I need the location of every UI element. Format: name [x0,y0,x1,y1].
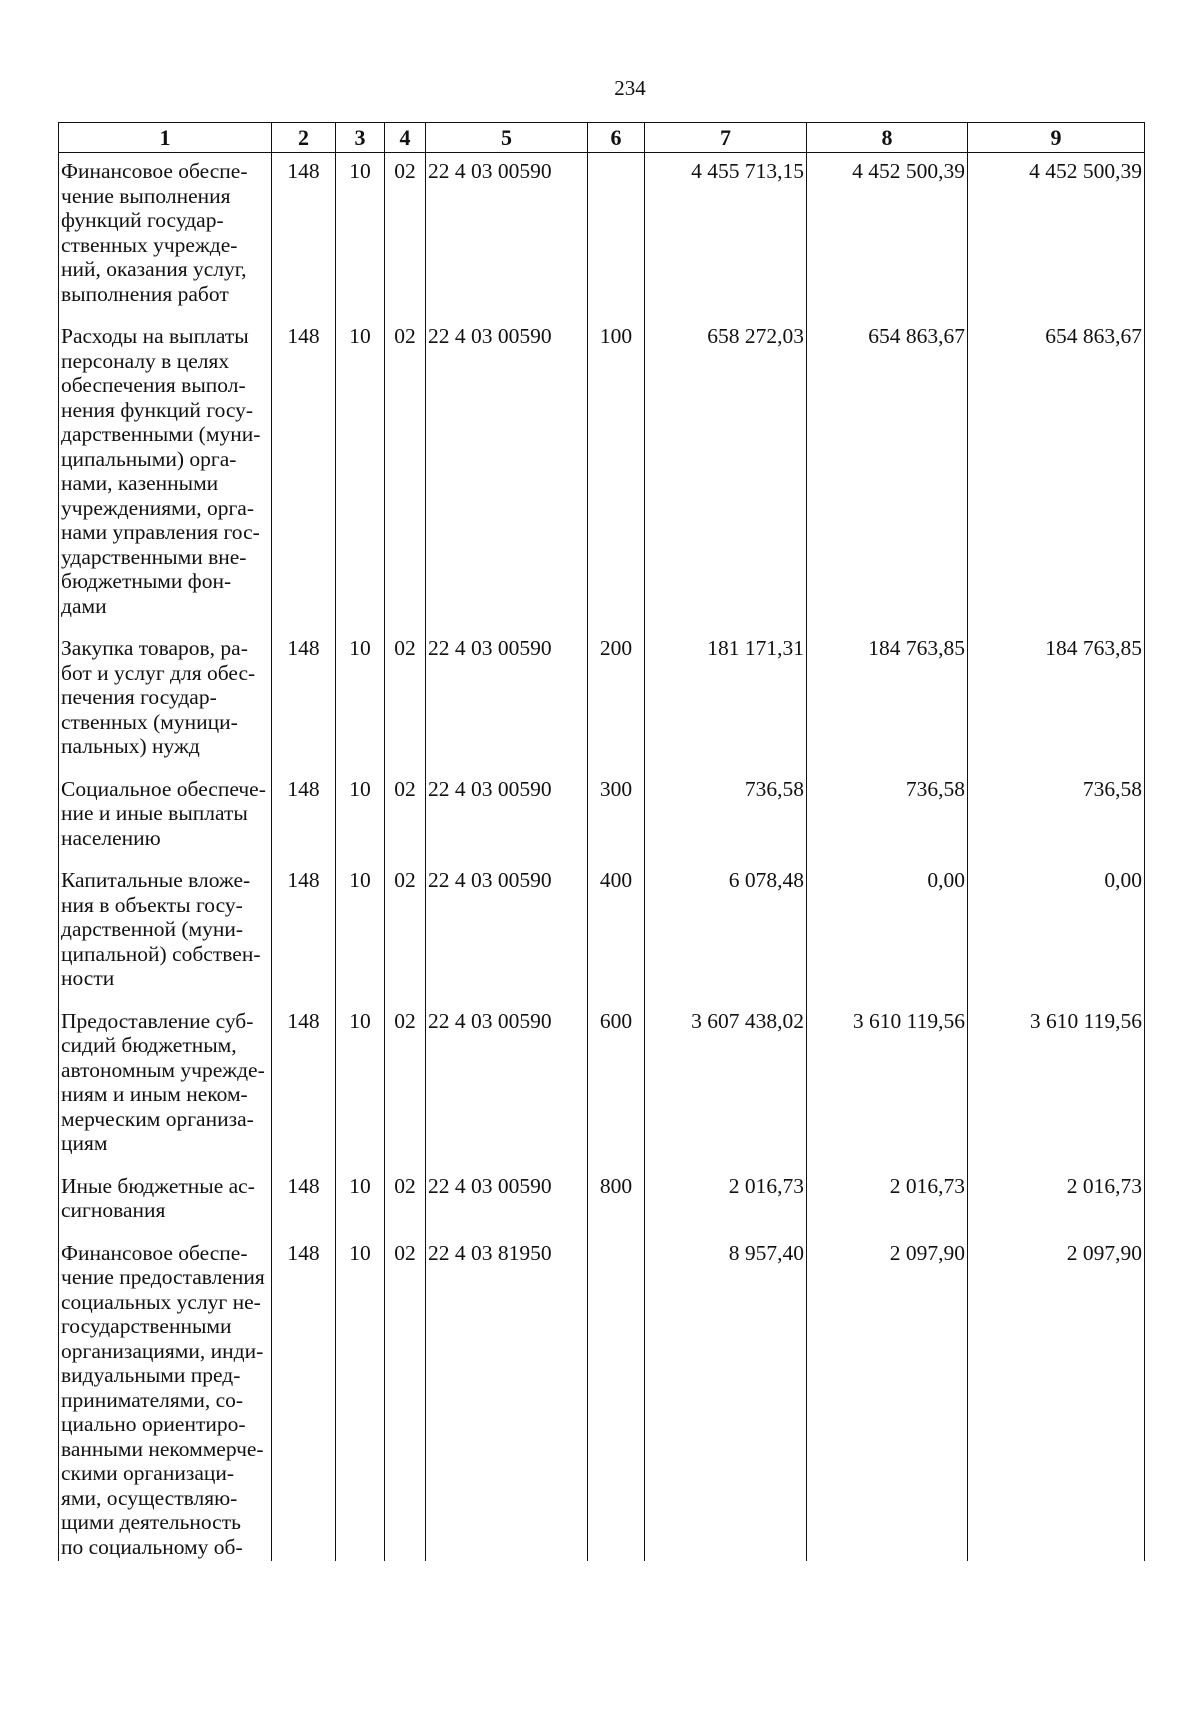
expense-name-line: ями, осуществляю- [61,1485,238,1510]
section-code: 10 [336,862,385,1003]
expense-name-line: принимателями, со- [61,1387,244,1412]
expense-name-line: сигнования [61,1198,166,1222]
expense-name-line: скими организаци- [61,1461,235,1485]
expense-name [59,630,272,771]
ministry-code: 148 [272,862,336,1003]
expense-name-line: чение предоставления [61,1265,265,1289]
expense-name-line: циально ориентиро- [61,1412,246,1436]
expense-name-line: социальных услуг не- [61,1289,261,1314]
table-row [59,862,1145,1003]
table-body [59,153,1145,1562]
section-code: 10 [336,153,385,319]
expense-name [59,318,272,630]
amount-col-9: 0,00 [968,862,1145,1003]
expense-type-code: 200 [588,630,645,771]
amount-col-7: 2 016,73 [645,1168,807,1235]
column-header: 2 [272,123,336,153]
expense-type-code: 400 [588,862,645,1003]
expense-name-line: Социальное обеспече- [61,776,266,801]
subsection-code: 02 [385,771,426,863]
amount-col-8: 736,58 [807,771,968,863]
amount-col-7: 658 272,03 [645,318,807,630]
expense-name [59,1003,272,1168]
expense-name-line: Закупка товаров, ра- [61,636,248,660]
table-row [59,1003,1145,1168]
amount-col-8: 2 016,73 [807,1168,968,1235]
expense-name [59,153,272,319]
target-article-code: 22 4 03 81950 [426,1235,588,1562]
column-header: 1 [59,123,272,153]
expense-name-line: чение выполнения [61,183,231,208]
column-header: 4 [385,123,426,153]
amount-col-8: 2 097,90 [807,1235,968,1562]
section-code: 10 [336,1235,385,1562]
expense-name [59,862,272,1003]
expense-name-line: циям [61,1131,108,1155]
expense-name-line: ударственными вне- [61,544,247,569]
subsection-code: 02 [385,1235,426,1562]
section-code: 10 [336,1003,385,1168]
column-header: 5 [426,123,588,153]
expense-name [59,1168,272,1235]
ministry-code: 148 [272,153,336,319]
subsection-code: 02 [385,153,426,319]
subsection-code: 02 [385,862,426,1003]
subsection-code: 02 [385,318,426,630]
expense-name-line: ципальной) собствен- [61,941,261,966]
amount-col-9: 4 452 500,39 [968,153,1145,319]
expense-type-code [588,153,645,319]
column-header: 3 [336,123,385,153]
column-header: 8 [807,123,968,153]
expense-name-line: учреждениями, орга- [61,495,254,520]
expense-name-line: ний, оказания услуг, [61,257,247,281]
ministry-code: 148 [272,318,336,630]
expense-name-line: сидий бюджетным, [61,1033,237,1057]
ministry-code: 148 [272,771,336,863]
expense-name-line: персоналу в целях [61,348,230,373]
target-article-code: 22 4 03 00590 [426,771,588,863]
expense-type-code: 600 [588,1003,645,1168]
target-article-code: 22 4 03 00590 [426,318,588,630]
table-row [59,630,1145,771]
expense-name-line: ности [61,966,115,990]
expense-name-line: пальных) нужд [61,734,200,758]
amount-col-9: 736,58 [968,771,1145,863]
expense-name-line: ния в объекты госу- [61,892,243,917]
expense-name-line: печения государ- [61,685,217,709]
table-row [59,1168,1145,1235]
page-number: 234 [614,76,646,100]
section-code: 10 [336,1168,385,1235]
expense-name-line: Предоставление суб- [61,1008,254,1033]
table-row [59,771,1145,863]
header-row [59,123,1145,153]
expense-name-line: бот и услуг для обес- [61,660,256,685]
subsection-code: 02 [385,1168,426,1235]
expense-name [59,771,272,863]
amount-col-8: 184 763,85 [807,630,968,771]
expense-name-line: мерческим организа- [61,1106,254,1131]
section-code: 10 [336,318,385,630]
target-article-code: 22 4 03 00590 [426,630,588,771]
section-code: 10 [336,630,385,771]
expense-name-line: ципальными) орга- [61,446,237,471]
amount-col-9: 3 610 119,56 [968,1003,1145,1168]
expense-name-line: государственными [61,1314,232,1338]
table-row [59,318,1145,630]
expense-type-code: 100 [588,318,645,630]
expense-name-line: Расходы на выплаты [61,324,249,348]
target-article-code: 22 4 03 00590 [426,1003,588,1168]
expense-name-line: обеспечения выпол- [61,373,246,397]
target-article-code: 22 4 03 00590 [426,153,588,319]
expense-name [59,1235,272,1562]
ministry-code: 148 [272,630,336,771]
expense-name-line: по социальному об- [61,1534,243,1559]
expense-name-line: нами, казенными [61,471,219,495]
expense-name-line: функций государ- [61,208,224,232]
amount-col-9: 654 863,67 [968,318,1145,630]
expense-name-line: населению [61,825,161,850]
expense-name-line: дарственными (муни- [61,422,261,446]
ministry-code: 148 [272,1168,336,1235]
expense-name-line: ственных (муници- [61,709,238,734]
subsection-code: 02 [385,1003,426,1168]
expense-name-line: автономным учрежде- [61,1057,265,1082]
expense-name-line: Финансовое обеспе- [61,159,248,183]
subsection-code: 02 [385,630,426,771]
amount-col-8: 4 452 500,39 [807,153,968,319]
expense-name-line: ниям и иным неком- [61,1082,248,1106]
target-article-code: 22 4 03 00590 [426,862,588,1003]
expense-type-code [588,1235,645,1562]
amount-col-8: 0,00 [807,862,968,1003]
column-header: 7 [645,123,807,153]
expense-type-code: 300 [588,771,645,863]
column-header: 6 [588,123,645,153]
amount-col-9: 2 097,90 [968,1235,1145,1562]
amount-col-7: 8 957,40 [645,1235,807,1562]
amount-col-8: 654 863,67 [807,318,968,630]
amount-col-9: 184 763,85 [968,630,1145,771]
ministry-code: 148 [272,1235,336,1562]
amount-col-7: 3 607 438,02 [645,1003,807,1168]
table-row [59,153,1145,319]
budget-table [58,122,1145,1561]
expense-name-line: выполнения работ [61,281,229,306]
expense-name-line: нами управления гос- [61,520,260,544]
expense-name-line: дарственной (муни- [61,917,244,941]
expense-name-line: Капитальные вложе- [61,868,251,892]
amount-col-8: 3 610 119,56 [807,1003,968,1168]
expense-name-line: дами [61,593,107,618]
expense-name-line: ственных учрежде- [61,232,238,257]
column-header: 9 [968,123,1145,153]
expense-name-line: Иные бюджетные ас- [61,1173,255,1198]
expense-name-line: бюджетными фон- [61,569,232,593]
table-row [59,1235,1145,1562]
amount-col-7: 6 078,48 [645,862,807,1003]
target-article-code: 22 4 03 00590 [426,1168,588,1235]
amount-col-7: 181 171,31 [645,630,807,771]
expense-name-line: ние и иные выплаты [61,801,248,825]
section-code: 10 [336,771,385,863]
expense-name-line: щими деятельность [61,1510,241,1534]
expense-name-line: организациями, инди- [61,1338,264,1363]
expense-name-line: Финансовое обеспе- [61,1240,248,1265]
expense-name-line: видуальными пред- [61,1363,241,1387]
amount-col-7: 4 455 713,15 [645,153,807,319]
expense-name-line: ванными некоммерче- [61,1436,264,1461]
expense-type-code: 800 [588,1168,645,1235]
ministry-code: 148 [272,1003,336,1168]
expense-name-line: нения функций госу- [61,397,254,422]
amount-col-7: 736,58 [645,771,807,863]
amount-col-9: 2 016,73 [968,1168,1145,1235]
